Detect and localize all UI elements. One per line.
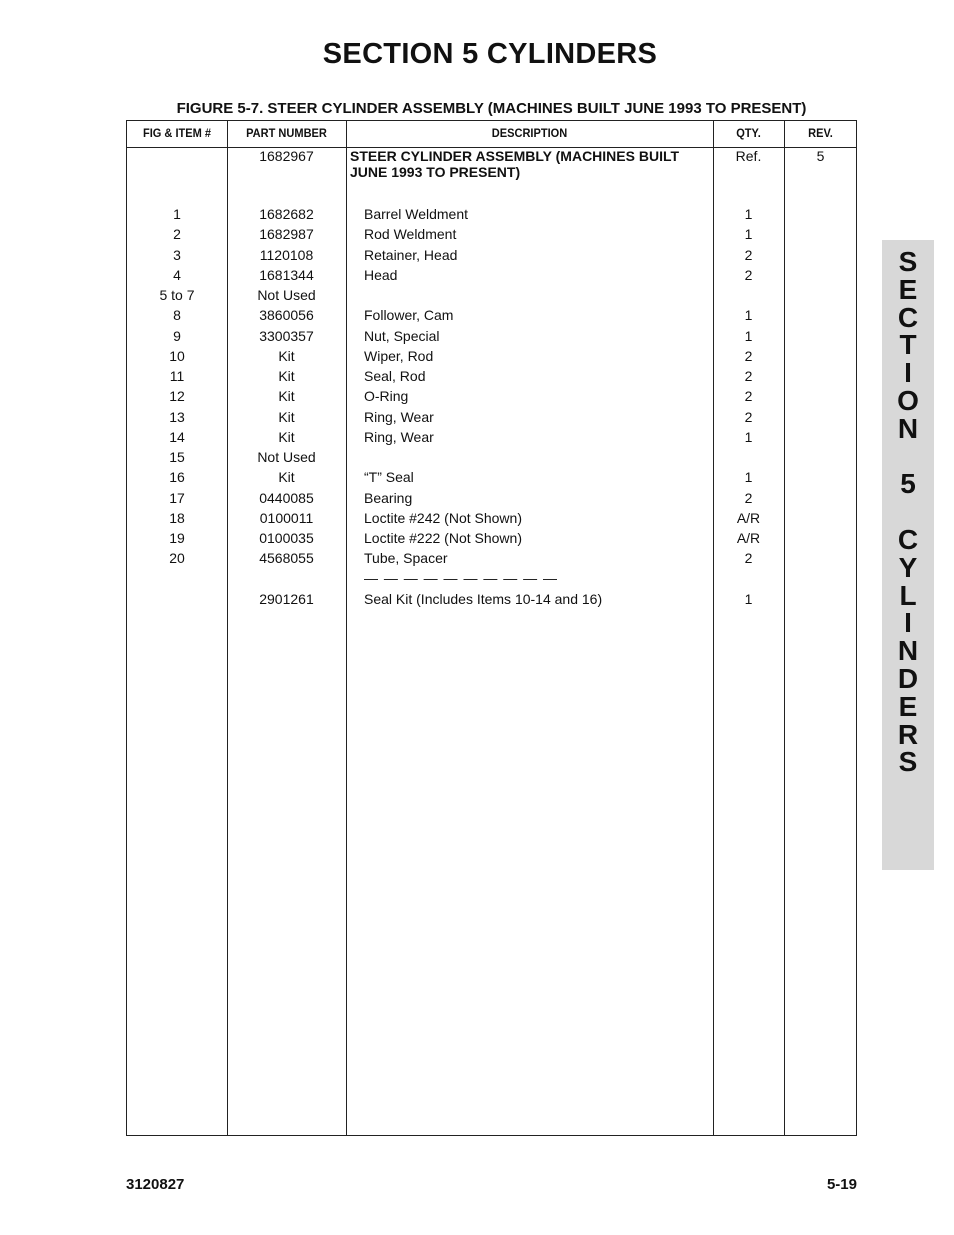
row-description: Wiper, Rod xyxy=(364,347,434,364)
row-qty: A/R xyxy=(736,509,761,526)
row-part-number: 1120108 xyxy=(259,246,314,263)
header-part-number: PART NUMBER xyxy=(246,126,327,140)
row-description: Ring, Wear xyxy=(364,428,434,445)
row-item-number: 15 xyxy=(169,449,185,465)
side-tab-letter: C xyxy=(897,301,919,333)
assembly-rev: 5 xyxy=(816,148,825,164)
row-item-number: 8 xyxy=(173,307,181,324)
row-part-number: 0100011 xyxy=(259,509,314,526)
side-tab-letter: D xyxy=(897,662,919,694)
side-tab-letter: L xyxy=(899,579,917,611)
row-qty: 2 xyxy=(744,368,753,384)
assembly-description: STEER CYLINDER ASSEMBLY (MACHINES BUILT JUNE 1993 TO PRESENT) xyxy=(350,148,680,180)
row-qty: 1 xyxy=(744,428,753,445)
row-part-number: Kit xyxy=(278,469,295,486)
row-item-number: 17 xyxy=(169,489,185,506)
side-tab-letter: R xyxy=(897,718,919,750)
side-tab-letter xyxy=(882,443,934,471)
kit-description: Seal Kit (Includes Items 10-14 and 16) xyxy=(364,591,603,607)
column-divider xyxy=(346,121,347,1135)
row-part-number: 3300357 xyxy=(259,327,314,344)
side-tab-letters xyxy=(882,248,934,776)
row-item-number: 3 xyxy=(173,246,181,263)
side-tab-letter: S xyxy=(898,246,918,277)
side-tab-letter: N xyxy=(897,635,919,667)
row-qty: 1 xyxy=(744,307,753,324)
header-rev: REV. xyxy=(808,126,833,140)
row-part-number: 3860056 xyxy=(259,307,314,324)
row-description: Ring, Wear xyxy=(364,408,434,425)
row-qty: 2 xyxy=(744,489,753,506)
side-tab-letter: I xyxy=(904,357,912,389)
header-item: FIG & ITEM # xyxy=(142,126,212,140)
row-part-number: Kit xyxy=(278,408,295,425)
row-item-number: 12 xyxy=(169,388,185,405)
side-tab-letter: E xyxy=(898,690,918,722)
column-divider xyxy=(784,121,785,1135)
row-description: Head xyxy=(364,266,398,283)
row-item-number: 5 to 7 xyxy=(159,287,195,303)
row-qty: 1 xyxy=(744,327,753,344)
row-qty: 1 xyxy=(744,469,753,486)
row-qty: A/R xyxy=(736,530,761,546)
row-qty: 2 xyxy=(744,266,753,283)
row-part-number: 1682682 xyxy=(259,206,314,222)
row-item-number: 16 xyxy=(169,469,185,486)
row-item-number: 4 xyxy=(173,266,181,283)
row-qty: 2 xyxy=(744,347,753,364)
row-qty: 2 xyxy=(744,246,753,263)
section-title: SECTION 5 CYLINDERS xyxy=(322,38,658,70)
row-part-number: Not Used xyxy=(257,449,316,465)
row-description: Seal, Rod xyxy=(364,368,426,384)
row-part-number: 1682987 xyxy=(259,226,314,243)
side-tab-letter: E xyxy=(898,273,918,305)
row-qty: 1 xyxy=(744,226,753,243)
row-qty: 1 xyxy=(744,206,753,222)
row-qty: 2 xyxy=(744,408,753,425)
row-item-number: 20 xyxy=(169,550,185,567)
side-tab-letter: C xyxy=(897,523,919,555)
row-part-number: 0440085 xyxy=(259,489,314,506)
kit-qty: 1 xyxy=(744,591,753,607)
side-tab-letter xyxy=(882,498,934,526)
row-item-number: 14 xyxy=(169,428,185,445)
row-description: Rod Weldment xyxy=(364,226,457,243)
row-description: O-Ring xyxy=(364,388,409,405)
figure-title: FIGURE 5-7. STEER CYLINDER ASSEMBLY (MACHINES BUILT JUNE 1993 TO PRESENT) xyxy=(176,100,807,117)
row-part-number: 1681344 xyxy=(259,266,314,283)
row-part-number: Kit xyxy=(278,347,295,364)
row-item-number: 1 xyxy=(173,206,181,222)
row-qty: 2 xyxy=(744,550,753,567)
row-item-number: 19 xyxy=(169,530,185,546)
row-part-number: Kit xyxy=(278,428,295,445)
row-item-number: 2 xyxy=(173,226,181,243)
row-description: Retainer, Head xyxy=(364,246,458,263)
side-tab-letter: N xyxy=(897,412,919,444)
side-tab-letter: S xyxy=(898,746,918,778)
row-description: Barrel Weldment xyxy=(364,206,469,222)
side-tab-letter: O xyxy=(897,384,919,416)
header-qty: QTY. xyxy=(736,126,761,140)
row-part-number: Kit xyxy=(278,388,295,405)
row-part-number: 4568055 xyxy=(259,550,314,567)
row-item-number: 18 xyxy=(169,509,185,526)
row-description: Follower, Cam xyxy=(364,307,454,324)
assembly-qty: Ref. xyxy=(735,148,762,164)
row-description: Loctite #222 (Not Shown) xyxy=(364,530,522,546)
side-tab-letter: Y xyxy=(898,551,918,583)
row-part-number: Kit xyxy=(278,368,295,384)
row-description: “T” Seal xyxy=(364,469,414,486)
row-item-number: 13 xyxy=(169,408,185,425)
separator-line: — — — — — — — — — — xyxy=(364,570,559,586)
side-tab-letter: 5 xyxy=(900,468,916,500)
row-item-number: 11 xyxy=(169,368,185,384)
kit-part-number: 2901261 xyxy=(259,591,314,607)
page-number: 5-19 xyxy=(826,1176,857,1193)
row-item-number: 10 xyxy=(169,347,185,364)
section-side-tab xyxy=(882,240,934,870)
parts-table xyxy=(126,120,857,1136)
header-description: DESCRIPTION xyxy=(491,126,568,140)
side-tab-letter: I xyxy=(904,607,912,639)
row-part-number: Not Used xyxy=(257,287,316,303)
row-description: Bearing xyxy=(364,489,413,506)
row-part-number: 0100035 xyxy=(259,530,314,546)
document-number: 3120827 xyxy=(126,1176,185,1193)
assembly-part-number: 1682967 xyxy=(259,148,314,164)
row-qty: 2 xyxy=(744,388,753,405)
row-description: Tube, Spacer xyxy=(364,550,448,567)
row-description: Loctite #242 (Not Shown) xyxy=(364,509,522,526)
row-description: Nut, Special xyxy=(364,327,440,344)
row-item-number: 9 xyxy=(173,327,181,344)
side-tab-letter: T xyxy=(899,329,917,361)
